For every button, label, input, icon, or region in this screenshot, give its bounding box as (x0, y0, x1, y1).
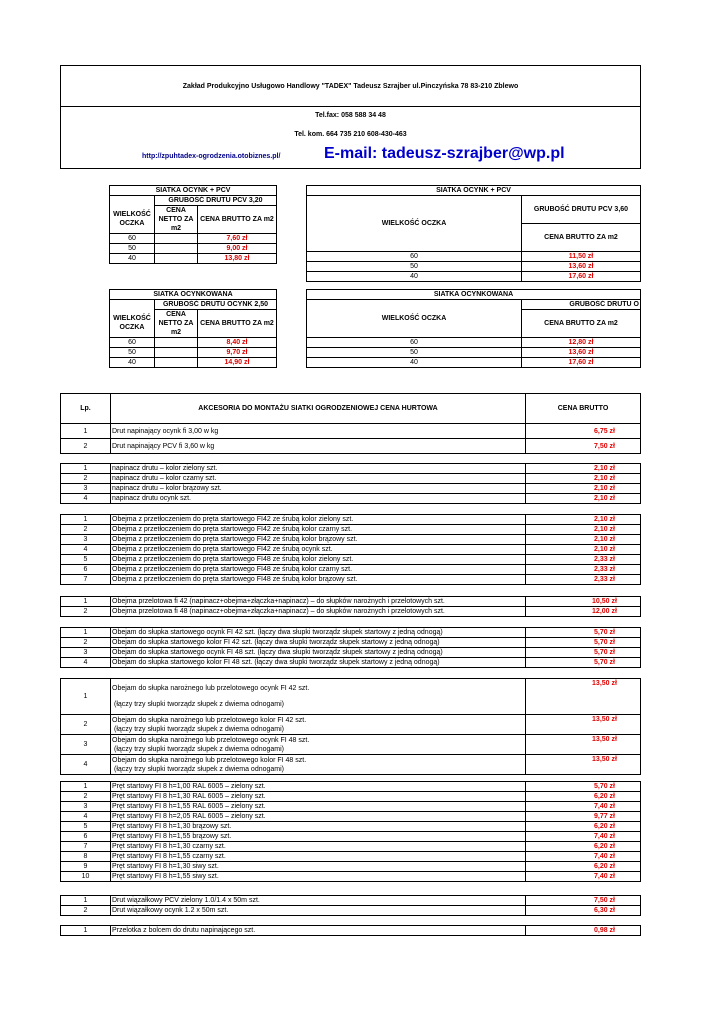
table-row (61, 565, 641, 575)
table-row (61, 525, 641, 535)
row-description: Pręt startowy FI 8 h=1,30 siwy szt. (111, 862, 526, 872)
accessories-group-g7 (60, 781, 641, 882)
row-price: 6,30 zł (526, 906, 641, 916)
row-lp: 2 (61, 525, 111, 535)
row-description: Obejam do słupka startowego ocynk FI 48 szt. (łączy dwa słupki tworządz słupek startowy z jedną odnogą) (111, 648, 526, 658)
row-description: Pręt startowy FI 8 h=1,30 RAL 6005 – zielony szt. (111, 792, 526, 802)
email-label: E-mail: (324, 145, 378, 162)
row-lp: 2 (61, 439, 111, 454)
table-row (61, 926, 641, 936)
row-lp: 4 (61, 812, 111, 822)
row-lp: 1 (61, 926, 111, 936)
website-link[interactable]: http://zpuhtadex-ogrodzenia.otobiznes.pl/ (142, 153, 281, 160)
table-row (61, 648, 641, 658)
row-description (111, 735, 526, 755)
table-row (61, 638, 641, 648)
row-description: Pręt startowy FI 8 h=1,55 czarny szt. (111, 852, 526, 862)
row-price: 7,40 zł (526, 852, 641, 862)
table-row (61, 439, 641, 454)
table-row: 60 8,40 zł (110, 338, 277, 348)
row-price: 7,50 zł (526, 896, 641, 906)
row-price: 7,50 zł (526, 439, 641, 454)
header-divider (61, 106, 640, 107)
row-lp: 1 (61, 896, 111, 906)
row-description: napinacz drutu – kolor brązowy szt. (111, 484, 526, 494)
table-title: SIATKA OCYNK + PCV (110, 186, 277, 196)
table-row: 50 9,00 zł (110, 244, 277, 254)
table-row: 60 11,50 zł (307, 252, 641, 262)
email-address[interactable]: tadeusz-szrajber@wp.pl (381, 145, 565, 162)
row-description: Pręt startowy FI 8 h=1,30 czarny szt. (111, 842, 526, 852)
row-lp: 6 (61, 832, 111, 842)
row-description: Pręt startowy FI 8 h=1,30 brązowy szt. (111, 822, 526, 832)
row-description: Drut wiązałkowy PCV zielony 1.0/1.4 x 50m szt. (111, 896, 526, 906)
row-lp: 2 (61, 607, 111, 617)
table-row (61, 906, 641, 916)
row-lp: 1 (61, 424, 111, 439)
row-price: 6,75 zł (526, 424, 641, 439)
table-row (61, 842, 641, 852)
row-description: Przelotka z bolcem do drutu napinającego szt. (111, 926, 526, 936)
row-lp: 7 (61, 575, 111, 585)
col-brutto-header: CENA BRUTTO ZA m2 (198, 206, 277, 234)
row-price: 9,77 zł (526, 812, 641, 822)
row-lp: 1 (61, 628, 111, 638)
row-price: 2,10 zł (526, 464, 641, 474)
row-price: 2,10 zł (526, 474, 641, 484)
row-price: 5,70 zł (526, 638, 641, 648)
table-subtitle: GRUBOŚĆ DRUTU PCV 3,20 (155, 196, 277, 206)
row-price: 5,70 zł (526, 648, 641, 658)
row-description: Obejma przelotowa fi 42 (napinacz+obejma+złączka+napinacz) – do słupków narożnych i przelotowych szt. (111, 597, 526, 607)
accessories-group-g2 (60, 463, 641, 504)
row-price: 2,33 zł (526, 565, 641, 575)
table-row (61, 812, 641, 822)
table-row (61, 424, 641, 439)
row-lp: 1 (61, 464, 111, 474)
table-row: 50 13,60 zł (307, 348, 641, 358)
table-row (61, 555, 641, 565)
row-lp: 2 (61, 715, 111, 735)
row-description: Pręt startowy FI 8 h=1,55 RAL 6005 – zielony szt. (111, 802, 526, 812)
row-price: 2,33 zł (526, 575, 641, 585)
row-description: napinacz drutu – kolor zielony szt. (111, 464, 526, 474)
table-row (61, 494, 641, 504)
row-lp: 1 (61, 782, 111, 792)
table-row (61, 658, 641, 668)
table-siatka-ocynk-250 (109, 289, 277, 368)
company-name: Zakład Produkcyjno Usługowo Handlowy "TADEX" Tadeusz Szrajber ul.Pinczyńska 78 83-210 Zblewo (182, 83, 519, 90)
accessories-group-g4 (60, 596, 641, 617)
table-row: 50 9,70 zł (110, 348, 277, 358)
row-price: 6,20 zł (526, 822, 641, 832)
row-price: 5,70 zł (526, 782, 641, 792)
row-description: Pręt startowy FI 8 h=1,55 siwy szt. (111, 872, 526, 882)
table-row (61, 872, 641, 882)
table-row (61, 782, 641, 792)
accessories-group-g6 (60, 678, 641, 775)
table-row: 60 12,80 zł (307, 338, 641, 348)
row-price: 6,20 zł (526, 862, 641, 872)
row-description: Obejam do słupka startowego ocynk FI 42 szt. (łączy dwa słupki tworządz słupek startowy z jedną odnogą) (111, 628, 526, 638)
row-description: Drut wiązałkowy ocynk 1.2 x 50m szt. (111, 906, 526, 916)
row-description: Obejam do słupka startowego kolor FI 48 szt. (łączy dwa słupki tworządz słupek startowy z jedną odnogą) (111, 658, 526, 668)
table-row: 40 17,60 zł (307, 272, 641, 282)
table-row (61, 474, 641, 484)
row-description: Obejma przelotowa fi 48 (napinacz+obejma+złączka+napinacz) – do słupków narożnych i przelotowych szt. (111, 607, 526, 617)
row-price: 7,40 zł (526, 802, 641, 812)
row-price: 0,98 zł (526, 926, 641, 936)
row-lp: 2 (61, 638, 111, 648)
row-lp: 9 (61, 862, 111, 872)
row-description-note: (łączy trzy słupki tworządz słupek z dwiema odnogami) (114, 725, 285, 733)
row-price: 5,70 zł (526, 628, 641, 638)
table-row (61, 735, 641, 755)
row-description-note: (łączy trzy słupki tworządz słupek z dwiema odnogami) (114, 701, 285, 708)
table-row (61, 802, 641, 812)
row-description: Drut napinający PCV fi 3,60 w kg (111, 439, 526, 454)
row-lp: 3 (61, 735, 111, 755)
row-description-note: (łączy trzy słupki tworządz słupek z dwiema odnogami) (114, 745, 285, 753)
row-price: 13,50 zł (526, 679, 641, 715)
row-description (111, 715, 526, 735)
row-price: 7,40 zł (526, 832, 641, 842)
row-price: 2,10 zł (526, 484, 641, 494)
table-row (61, 852, 641, 862)
accessories-group-g8 (60, 895, 641, 916)
table-title: SIATKA OCYNK + PCV (307, 186, 641, 196)
table-row (61, 597, 641, 607)
row-price: 6,20 zł (526, 792, 641, 802)
email-contact[interactable] (324, 145, 565, 163)
row-lp: 1 (61, 679, 111, 715)
table-row (61, 832, 641, 842)
table-row (61, 464, 641, 474)
table-row (61, 715, 641, 735)
accessories-header (60, 393, 641, 424)
table-siatka-pcv-360 (306, 185, 641, 282)
row-lp: 3 (61, 535, 111, 545)
row-price: 2,33 zł (526, 555, 641, 565)
row-description: Obejam do słupka startowego kolor FI 42 szt. (łączy dwa słupki tworządz słupek startowy z jedną odnogą) (111, 638, 526, 648)
table-row (61, 535, 641, 545)
table-title: SIATKA OCYNKOWANA (110, 290, 277, 300)
col-size-header: WIELKOŚĆ OCZKA (110, 206, 155, 234)
row-lp: 4 (61, 755, 111, 775)
table-row (61, 575, 641, 585)
row-description: Obejma z przetłoczeniem do pręta startowego FI42 ze śrubą kolor zielony szt. (111, 515, 526, 525)
table-row (61, 862, 641, 872)
table-subtitle: GRUBOŚĆ DRUTU OCYNK 2,50 (155, 300, 277, 310)
row-description-note: (łączy trzy słupki tworządz słupek z dwiema odnogami) (114, 765, 285, 773)
col-size-header: WIELKOŚĆ OCZKA (307, 196, 522, 252)
row-price: 2,10 zł (526, 535, 641, 545)
row-description: Obejma z przetłoczeniem do pręta startowego FI48 ze śrubą kolor zielony szt. (111, 555, 526, 565)
row-description-line: Obejam do słupka narożnego lub przelotowego ocynk FI 42 szt. (112, 685, 310, 692)
row-lp: 8 (61, 852, 111, 862)
table-row (61, 896, 641, 906)
row-lp: 4 (61, 545, 111, 555)
col-size-header: WIELKOŚĆ OCZKA (110, 310, 155, 338)
accessories-group-g9 (60, 925, 641, 936)
col-price-header: CENA BRUTTO (526, 394, 641, 424)
row-price: 2,10 zł (526, 525, 641, 535)
row-lp: 4 (61, 494, 111, 504)
row-lp: 6 (61, 565, 111, 575)
tel-fax: Tel.fax: 058 588 34 48 (315, 112, 386, 119)
col-brutto-header: CENA BRUTTO ZA m2 (522, 224, 641, 252)
row-price: 13,50 zł (526, 715, 641, 735)
table-row (61, 484, 641, 494)
table-siatka-pcv-320 (109, 185, 277, 264)
row-lp: 3 (61, 648, 111, 658)
row-description-line: Obejam do słupka narożnego lub przelotowego kolor FI 48 szt. (112, 756, 307, 764)
row-description: Obejma z przetłoczeniem do pręta startowego FI42 ze śrubą kolor czarny szt. (111, 525, 526, 535)
row-price: 2,10 zł (526, 494, 641, 504)
row-description (111, 679, 526, 715)
accessories-group-g1 (60, 423, 641, 454)
row-lp: 5 (61, 822, 111, 832)
accessories-group-g5 (60, 627, 641, 668)
row-lp: 10 (61, 872, 111, 882)
table-subtitle: GRUBOŚĆ DRUTU PCV 3,60 (522, 196, 641, 224)
table-row (61, 545, 641, 555)
row-price: 13,50 zł (526, 735, 641, 755)
row-description (111, 755, 526, 775)
table-siatka-ocynk-2 (306, 289, 641, 368)
row-description: Pręt startowy FI 8 h=1,55 brązowy szt. (111, 832, 526, 842)
row-description: Obejma z przetłoczeniem do pręta startowego FI48 ze śrubą kolor brązowy szt. (111, 575, 526, 585)
table-row (61, 822, 641, 832)
row-price: 13,50 zł (526, 755, 641, 775)
row-price: 2,10 zł (526, 545, 641, 555)
table-row (61, 792, 641, 802)
table-row: 40 13,80 zł (110, 254, 277, 264)
row-description: napinacz drutu ocynk szt. (111, 494, 526, 504)
table-row: 60 7,60 zł (110, 234, 277, 244)
row-description-line: Obejam do słupka narożnego lub przelotowego kolor FI 42 szt. (112, 716, 307, 724)
row-lp: 1 (61, 515, 111, 525)
table-row (61, 628, 641, 638)
table-row (61, 679, 641, 715)
row-price: 5,70 zł (526, 658, 641, 668)
col-desc-header: AKCESORIA DO MONTAŻU SIATKI OGRODZENIOWEJ CENA HURTOWA (111, 394, 526, 424)
col-lp-header: Lp. (61, 394, 111, 424)
row-price: 7,40 zł (526, 872, 641, 882)
row-description: Drut napinający ocynk fi 3,00 w kg (111, 424, 526, 439)
row-description: Obejma z przetłoczeniem do pręta startowego FI48 ze śrubą kolor czarny szt. (111, 565, 526, 575)
table-row: 40 17,60 zł (307, 358, 641, 368)
row-description: napinacz drutu – kolor czarny szt. (111, 474, 526, 484)
table-title: SIATKA OCYNKOWANA (307, 290, 641, 300)
row-lp: 5 (61, 555, 111, 565)
col-netto-header: CENA NETTO ZA m2 (155, 206, 198, 234)
table-row (61, 755, 641, 775)
row-lp: 3 (61, 802, 111, 812)
row-lp: 1 (61, 597, 111, 607)
row-price: 2,10 zł (526, 515, 641, 525)
row-lp: 4 (61, 658, 111, 668)
col-brutto-header: CENA BRUTTO ZA m2 (522, 310, 641, 338)
row-lp: 2 (61, 792, 111, 802)
table-row (61, 515, 641, 525)
table-row: 50 13,60 zł (307, 262, 641, 272)
row-description: Obejma z przetłoczeniem do pręta startowego FI42 ze śrubą ocynk szt. (111, 545, 526, 555)
row-description: Pręt startowy FI 8 h=2,05 RAL 6005 – zielony szt. (111, 812, 526, 822)
col-brutto-header: CENA BRUTTO ZA m2 (198, 310, 277, 338)
col-netto-header: CENA NETTO ZA m2 (155, 310, 198, 338)
table-row: 40 14,90 zł (110, 358, 277, 368)
row-price: 12,00 zł (526, 607, 641, 617)
accessories-group-g3 (60, 514, 641, 585)
row-lp: 2 (61, 474, 111, 484)
row-lp: 7 (61, 842, 111, 852)
row-description-line: Obejam do słupka narożnego lub przelotowego ocynk FI 48 szt. (112, 736, 310, 744)
row-price: 6,20 zł (526, 842, 641, 852)
tel-kom: Tel. kom. 664 735 210 608-430-463 (294, 131, 407, 138)
row-description: Pręt startowy FI 8 h=1,00 RAL 6005 – zielony szt. (111, 782, 526, 792)
row-price: 10,50 zł (526, 597, 641, 607)
row-lp: 3 (61, 484, 111, 494)
table-row (61, 607, 641, 617)
row-description: Obejma z przetłoczeniem do pręta startowego FI42 ze śrubą kolor brązowy szt. (111, 535, 526, 545)
table-subtitle: GRUBOŚĆ DRUTU O (522, 300, 641, 310)
row-lp: 2 (61, 906, 111, 916)
col-size-header: WIELKOŚĆ OCZKA (307, 300, 522, 338)
